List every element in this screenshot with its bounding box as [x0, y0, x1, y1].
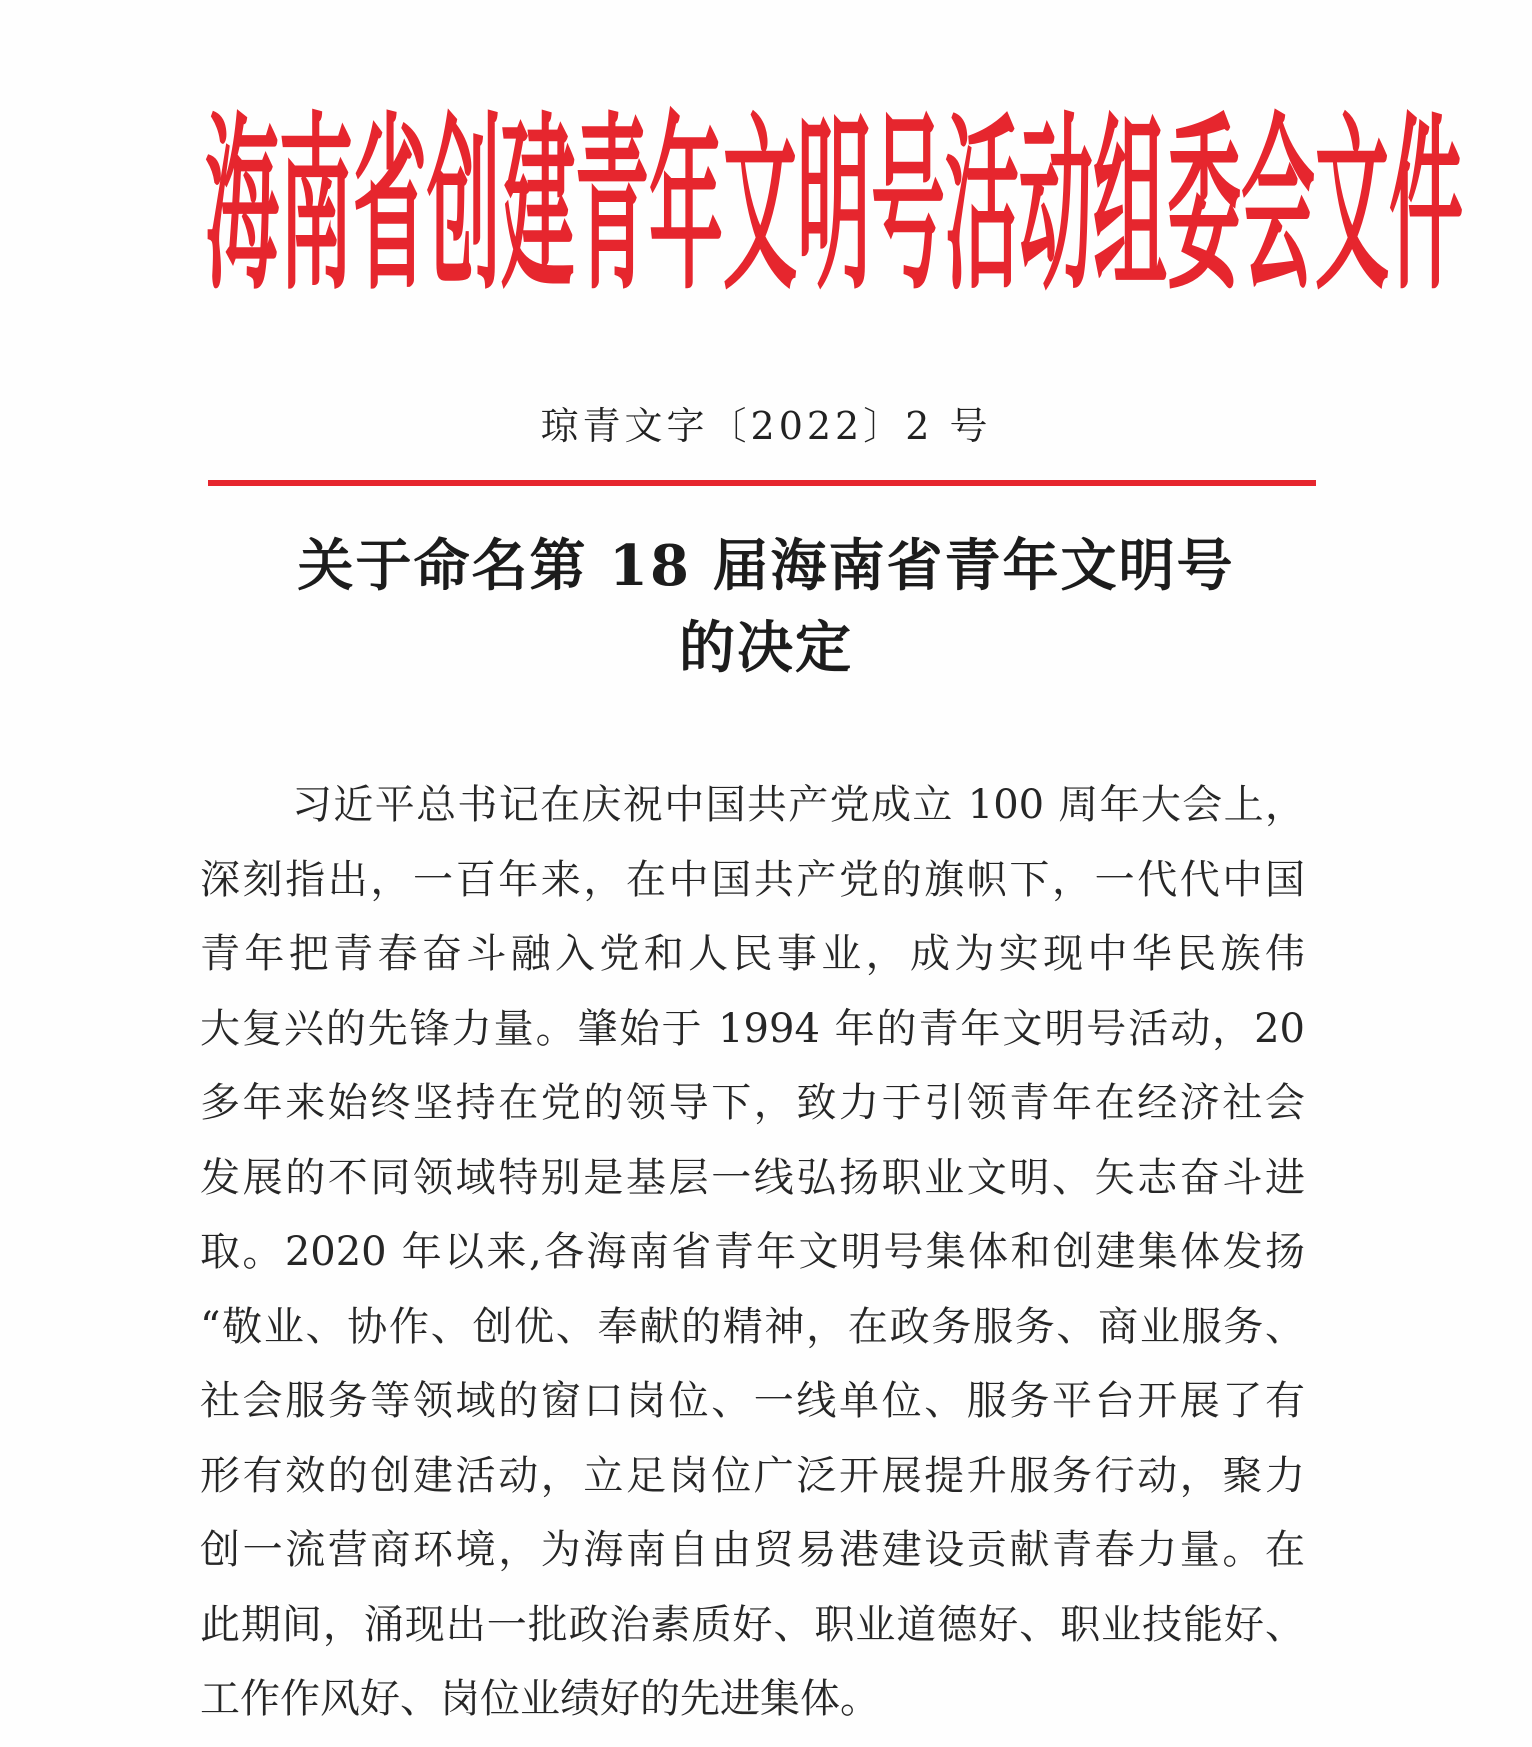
body-line: 创一流营商环境，为海南自由贸易港建设贡献青春力量。在: [200, 1527, 1305, 1573]
body-line: 习近平总书记在庆祝中国共产党成立 100 周年大会上，: [292, 782, 1305, 828]
masthead-char: 文: [1315, 97, 1389, 317]
masthead-char: 年: [649, 97, 723, 317]
body-line: “敬业、协作、创优、奉献的精神，在政务服务、商业服务、: [200, 1303, 1305, 1350]
body-line: 深刻指出，一百年来，在中国共产党的旗帜下，一代代中国: [200, 856, 1305, 903]
masthead-char: 省: [353, 97, 427, 317]
document-title-line-2: 的决定: [679, 615, 853, 681]
masthead-char: 动: [1019, 97, 1093, 317]
masthead-char: 建: [501, 97, 575, 317]
body-line: 发展的不同领域特别是基层一线弘扬职业文明、矢志奋斗进: [200, 1154, 1305, 1201]
masthead-char: 活: [945, 97, 1019, 317]
masthead-char: 文: [723, 97, 797, 317]
masthead-char: 南: [279, 97, 353, 317]
masthead-char: 创: [427, 97, 501, 317]
masthead-char: 会: [1241, 97, 1315, 317]
masthead-char: 号: [871, 97, 945, 317]
body-line: 此期间，涌现出一批政治素质好、职业道德好、职业技能好、: [200, 1601, 1305, 1648]
body-line: 多年来始终坚持在党的领导下，致力于引领青年在经济社会: [200, 1080, 1305, 1126]
masthead-title: [205, 92, 1463, 322]
document-number: 琼青文字〔2022〕2 号: [540, 404, 992, 448]
masthead-char: 明: [797, 97, 871, 317]
document-title-line-1: 关于命名第 18 届海南省青年文明号: [297, 533, 1235, 599]
body-line: 大复兴的先锋力量。肇始于 1994 年的青年文明号活动，20: [200, 1005, 1305, 1052]
body-line: 社会服务等领域的窗口岗位、一线单位、服务平台开展了有: [200, 1378, 1305, 1424]
masthead-char: 青: [575, 97, 649, 317]
masthead-char: 件: [1389, 97, 1463, 317]
body-line: 形有效的创建活动，立足岗位广泛开展提升服务行动，聚力: [200, 1452, 1305, 1499]
masthead-char: 委: [1167, 97, 1241, 317]
document-title: [0, 525, 1532, 689]
red-divider-rule: [208, 480, 1316, 486]
body-paragraph: [200, 768, 1305, 1737]
body-line: 青年把青春奋斗融入党和人民事业，成为实现中华民族伟: [200, 931, 1305, 977]
body-line: 取。2020 年以来,各海南省青年文明号集体和创建集体发扬: [200, 1229, 1305, 1275]
body-line: 工作作风好、岗位业绩好的先进集体。: [200, 1676, 880, 1722]
masthead-char: 组: [1093, 97, 1167, 317]
masthead-char: 海: [205, 97, 279, 317]
